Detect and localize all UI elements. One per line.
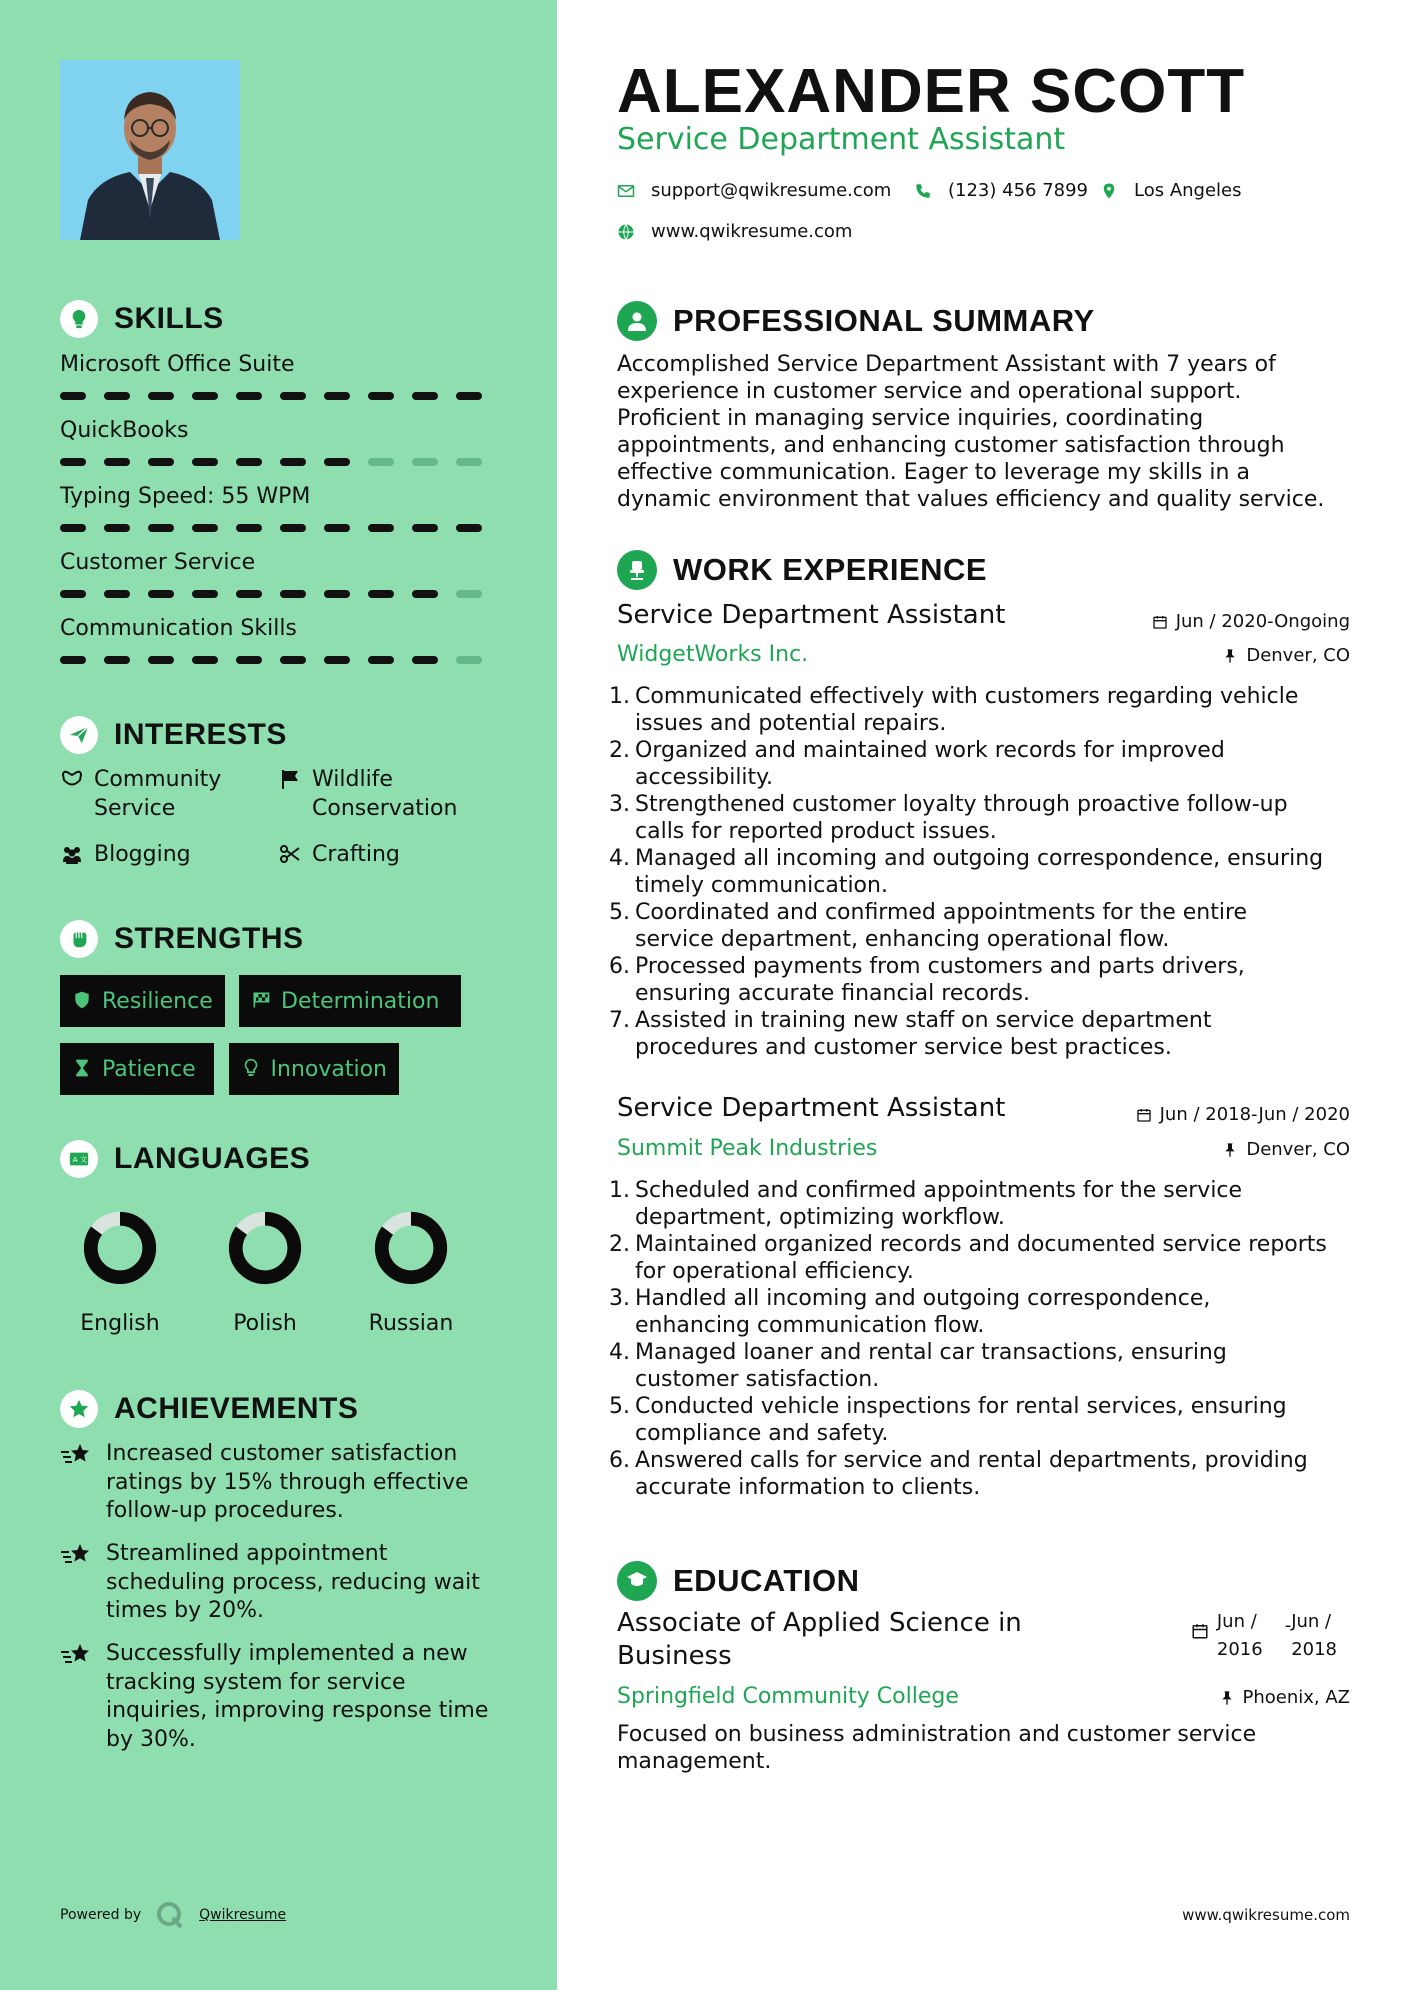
- summary-line: Proficient in managing service inquiries, coordinating: [617, 406, 1204, 431]
- summary-line: experience in customer service and operational support.: [617, 379, 1242, 404]
- language-name: Polish: [233, 1311, 297, 1336]
- skill-level-segment: [104, 458, 130, 466]
- achievements-heading: [60, 1390, 358, 1428]
- skill-level-segment: [456, 524, 482, 532]
- education-location: [1219, 1687, 1351, 1708]
- language-level-donut: [368, 1205, 454, 1291]
- job-dates: [1152, 611, 1350, 632]
- skill-level-segment: [412, 458, 438, 466]
- skill-level-segment: [368, 656, 394, 664]
- duty-item: [635, 1231, 1365, 1285]
- skill-level-segment: [412, 392, 438, 400]
- skill-level-segment: [192, 590, 218, 598]
- duty-item: [635, 737, 1365, 791]
- duty-item: [635, 953, 1365, 1007]
- lightbulb-icon: [241, 1058, 263, 1080]
- achievement-text: scheduling process, reducing wait: [106, 1569, 480, 1595]
- strength-tag: [239, 975, 461, 1027]
- skill-level-segment: [148, 392, 174, 400]
- degree-title: [617, 1607, 1087, 1673]
- strength-label: Resilience: [102, 988, 213, 1014]
- skill-level-segment: [412, 590, 438, 598]
- language-item: [60, 1205, 180, 1336]
- duty-item: [635, 899, 1365, 953]
- skill-level-segment: [456, 392, 482, 400]
- languages-title: LANGUAGES: [114, 1142, 311, 1175]
- summary-text: [617, 351, 1357, 513]
- skill-level-segment: [368, 458, 394, 466]
- duty-item: [635, 683, 1365, 737]
- flag-checkered-icon: [251, 990, 273, 1012]
- skills-heading: [60, 300, 224, 338]
- job-dates: [1136, 1104, 1350, 1125]
- achievement-text: by 30%.: [106, 1726, 196, 1752]
- achievement-text: times by 20%.: [106, 1598, 265, 1623]
- office-chair-icon: [617, 550, 657, 590]
- skill-level-segment: [324, 524, 350, 532]
- achievement-text: Increased customer satisfaction: [106, 1441, 458, 1466]
- experience-title: WORK EXPERIENCE: [673, 552, 988, 587]
- hourglass-icon: [72, 1058, 94, 1080]
- interest-label: Service: [94, 796, 176, 821]
- duty-item: [635, 1007, 1365, 1061]
- skill-level-segment: [192, 458, 218, 466]
- duty-item: [635, 1339, 1365, 1393]
- calendar-icon: [1152, 614, 1168, 630]
- qwikresume-logo-icon: [155, 1900, 185, 1930]
- skill-item: [60, 482, 500, 532]
- duty-line: procedures and customer service best practices.: [635, 1035, 1172, 1060]
- edu-start-month: Jun /: [1216, 1611, 1257, 1632]
- skill-name: Communication Skills: [60, 616, 297, 641]
- duty-line: service department, enhancing operational flow.: [635, 927, 1170, 952]
- skill-name: Customer Service: [60, 550, 256, 575]
- duties-list: [635, 683, 1365, 1061]
- flag-icon: [278, 767, 304, 793]
- edu-end-year: 2018: [1291, 1639, 1337, 1660]
- strength-label: Determination: [281, 988, 440, 1014]
- skill-level-segment: [280, 656, 306, 664]
- language-level-donut: [77, 1205, 163, 1291]
- skill-level-segment: [324, 458, 350, 466]
- skill-level-segment: [412, 524, 438, 532]
- duty-item: [635, 1447, 1365, 1501]
- achievement-text: ratings by 15% through effective: [106, 1469, 469, 1495]
- summary-heading: [617, 301, 1095, 341]
- interest-label: Blogging: [94, 842, 191, 867]
- skill-level-segment: [104, 524, 130, 532]
- skill-level-segment: [236, 524, 262, 532]
- interest-item: [278, 765, 457, 823]
- strength-tag: [229, 1043, 399, 1095]
- duty-line: issues and potential repairs.: [635, 711, 947, 736]
- phone-icon: [914, 182, 932, 200]
- language-name: English: [80, 1311, 160, 1336]
- education-description-line: Focused on business administration and customer service: [617, 1722, 1257, 1747]
- duty-line: calls for reported product issues.: [635, 819, 997, 844]
- education-location-text: Phoenix, AZ: [1242, 1687, 1350, 1708]
- duty-line: Communicated effectively with customers regarding vehicle: [635, 684, 1299, 709]
- skill-level-segment: [148, 524, 174, 532]
- duty-line: Managed loaner and rental car transactions, ensuring: [635, 1340, 1227, 1365]
- skill-level-segment: [368, 524, 394, 532]
- qwikresume-link[interactable]: Qwikresume: [199, 1907, 287, 1923]
- skill-level-bar: [60, 458, 500, 466]
- user-icon: [617, 301, 657, 341]
- skill-level-segment: [192, 524, 218, 532]
- experience-heading: [617, 550, 987, 590]
- shooting-star-icon: [60, 1542, 94, 1572]
- duty-item: [635, 845, 1365, 899]
- main-content: [557, 0, 1407, 1990]
- interest-label: Conservation: [312, 796, 458, 821]
- duty-line: for operational efficiency.: [635, 1259, 914, 1284]
- summary-line: dynamic environment that values efficiency and quality service.: [617, 487, 1325, 512]
- job-dates-text: Jun / 2018-Jun / 2020: [1159, 1104, 1350, 1125]
- skill-level-segment: [280, 524, 306, 532]
- location-text: Los Angeles: [1134, 180, 1242, 201]
- company-name: WidgetWorks Inc.: [617, 642, 809, 667]
- achievement-item: [60, 1640, 500, 1754]
- shooting-star-icon: [60, 1642, 94, 1672]
- calendar-icon: [1191, 1622, 1209, 1640]
- skill-level-segment: [324, 392, 350, 400]
- strength-label: Patience: [102, 1056, 196, 1082]
- sidebar: [0, 0, 557, 1990]
- skill-level-segment: [368, 392, 394, 400]
- contact-website[interactable]: [617, 221, 852, 242]
- envelope-icon: [617, 182, 635, 200]
- duty-line: Conducted vehicle inspections for rental services, ensuring: [635, 1394, 1287, 1419]
- skill-level-bar: [60, 656, 500, 664]
- degree-line: Associate of Applied Science in: [617, 1608, 1022, 1638]
- education-description-line: management.: [617, 1749, 772, 1774]
- achievement-text: Successfully implemented a new: [106, 1641, 468, 1666]
- star-badge-icon: [60, 1390, 98, 1428]
- svg-text:A: A: [72, 1155, 78, 1165]
- powered-by: [60, 1900, 286, 1930]
- strengths-heading: [60, 920, 304, 958]
- duty-line: Managed all incoming and outgoing correspondence, ensuring: [635, 846, 1324, 871]
- skill-level-segment: [236, 392, 262, 400]
- duty-line: enhancing communication flow.: [635, 1313, 985, 1338]
- skill-item: [60, 416, 500, 466]
- skill-level-segment: [236, 458, 262, 466]
- skill-item: [60, 614, 500, 664]
- language-icon: [60, 1140, 98, 1178]
- achievement-text: inquiries, improving response time: [106, 1698, 489, 1723]
- skill-level-segment: [60, 524, 86, 532]
- calendar-icon: [1136, 1107, 1152, 1123]
- skill-name: Microsoft Office Suite: [60, 352, 295, 377]
- job-location-text: Denver, CO: [1246, 1139, 1350, 1160]
- candidate-title: Service Department Assistant: [617, 122, 1066, 157]
- skill-level-segment: [456, 590, 482, 598]
- profile-photo-image: [60, 60, 240, 240]
- scissors-icon: [278, 842, 304, 868]
- skill-level-segment: [60, 656, 86, 664]
- skill-level-segment: [60, 392, 86, 400]
- education-heading: [617, 1561, 859, 1601]
- shooting-star-icon: [60, 1442, 94, 1472]
- job-location-text: Denver, CO: [1246, 645, 1350, 666]
- skill-level-segment: [104, 590, 130, 598]
- skill-level-segment: [192, 392, 218, 400]
- languages-heading: [60, 1140, 310, 1178]
- duty-line: Processed payments from customers and parts drivers,: [635, 954, 1245, 979]
- skill-level-segment: [280, 458, 306, 466]
- duty-item: [635, 791, 1365, 845]
- interest-item: [60, 765, 221, 823]
- duty-line: Organized and maintained work records for improved: [635, 738, 1225, 763]
- interests-title: INTERESTS: [114, 718, 287, 751]
- svg-text:文: 文: [79, 1155, 88, 1165]
- interests-heading: [60, 716, 287, 754]
- skill-name: Typing Speed: 55 WPM: [60, 484, 311, 509]
- duty-line: Assisted in training new staff on service department: [635, 1008, 1212, 1033]
- skill-level-segment: [280, 392, 306, 400]
- job-dates-text: Jun / 2020-Ongoing: [1175, 611, 1350, 632]
- skill-level-bar: [60, 590, 500, 598]
- duty-line: Answered calls for service and rental departments, providing: [635, 1448, 1308, 1473]
- achievement-text: tracking system for service: [106, 1669, 406, 1695]
- job-location: [1222, 645, 1350, 666]
- candidate-name: ALEXANDER SCOTT: [617, 57, 1246, 126]
- language-name: Russian: [368, 1311, 454, 1336]
- contact-email[interactable]: [617, 180, 891, 201]
- edu-end-month: Jun /: [1291, 1611, 1332, 1632]
- company-name: Summit Peak Industries: [617, 1136, 878, 1161]
- language-level-donut: [222, 1205, 308, 1291]
- strengths-title: STRENGTHS: [114, 922, 304, 955]
- duty-line: Handled all incoming and outgoing correspondence,: [635, 1286, 1211, 1311]
- skill-level-bar: [60, 524, 500, 532]
- paper-plane-icon: [60, 716, 98, 754]
- skill-level-segment: [280, 590, 306, 598]
- achievement-text: follow-up procedures.: [106, 1498, 344, 1523]
- skill-level-segment: [236, 656, 262, 664]
- users-icon: [60, 842, 86, 868]
- skill-level-segment: [148, 458, 174, 466]
- skill-level-segment: [456, 458, 482, 466]
- duty-item: [635, 1393, 1365, 1447]
- pushpin-icon: [1222, 1142, 1238, 1158]
- duty-line: customer satisfaction.: [635, 1367, 880, 1392]
- edu-start-year: 2016: [1216, 1639, 1263, 1660]
- fist-icon: [60, 920, 98, 958]
- website-text: www.qwikresume.com: [651, 221, 853, 242]
- graduate-icon: [617, 1561, 657, 1601]
- school-name: Springfield Community College: [617, 1684, 959, 1709]
- profile-photo: [60, 60, 240, 240]
- skill-level-segment: [236, 590, 262, 598]
- duty-line: Coordinated and confirmed appointments for the entire: [635, 900, 1248, 925]
- skill-name: QuickBooks: [60, 418, 189, 443]
- lightbulb-icon: [60, 300, 98, 338]
- duty-line: Scheduled and confirmed appointments for the service: [635, 1178, 1243, 1203]
- strength-tag: [60, 1043, 214, 1095]
- duties-list: [635, 1177, 1365, 1501]
- skill-level-segment: [60, 590, 86, 598]
- skill-level-segment: [456, 656, 482, 664]
- summary-line: Accomplished Service Department Assistant with 7 years of: [617, 352, 1276, 377]
- duty-line: compliance and safety.: [635, 1421, 889, 1446]
- education-description: [617, 1721, 1357, 1775]
- skill-level-segment: [60, 458, 86, 466]
- language-item: [351, 1205, 471, 1336]
- skill-level-segment: [148, 590, 174, 598]
- hands-icon: [60, 767, 86, 793]
- achievement-item: [60, 1540, 500, 1626]
- duty-line: timely communication.: [635, 873, 888, 898]
- skill-level-segment: [148, 656, 174, 664]
- skill-level-bar: [60, 392, 500, 400]
- language-item: [205, 1205, 325, 1336]
- strength-label: Innovation: [270, 1056, 387, 1082]
- interest-label: Wildlife: [312, 767, 393, 792]
- interest-label: Community: [94, 767, 222, 792]
- skill-level-segment: [324, 590, 350, 598]
- contact-location: [1100, 180, 1242, 201]
- duty-item: [635, 1285, 1365, 1339]
- achievement-text: Streamlined appointment: [106, 1541, 388, 1566]
- email-text: support@qwikresume.com: [651, 180, 892, 201]
- pushpin-icon: [1222, 648, 1238, 664]
- phone-text: (123) 456 7899: [948, 180, 1089, 201]
- skill-level-segment: [324, 656, 350, 664]
- skill-item: [60, 548, 500, 598]
- achievement-item: [60, 1440, 500, 1526]
- powered-by-label: Powered by: [60, 1907, 142, 1923]
- skills-title: SKILLS: [114, 302, 224, 335]
- edu-date-separator: -: [1284, 1615, 1292, 1636]
- pushpin-icon: [1219, 1690, 1235, 1706]
- duty-line: accurate information to clients.: [635, 1475, 981, 1500]
- duty-line: accessibility.: [635, 765, 774, 790]
- interest-item: [278, 840, 400, 869]
- map-marker-icon: [1100, 182, 1118, 200]
- interest-label: Crafting: [312, 842, 400, 867]
- skill-level-segment: [104, 656, 130, 664]
- duty-item: [635, 1177, 1365, 1231]
- job-title: Service Department Assistant: [617, 1093, 1006, 1123]
- globe-icon: [617, 223, 635, 241]
- shield-icon: [72, 990, 94, 1012]
- education-dates: [1191, 1608, 1337, 1664]
- skill-level-segment: [412, 656, 438, 664]
- skill-level-segment: [368, 590, 394, 598]
- duty-line: department, optimizing workflow.: [635, 1205, 1005, 1230]
- duty-line: Strengthened customer loyalty through proactive follow-up: [635, 792, 1288, 817]
- duty-line: Maintained organized records and documented service reports: [635, 1232, 1327, 1257]
- strength-tag: [60, 975, 225, 1027]
- degree-line: Business: [617, 1641, 732, 1671]
- skill-level-segment: [104, 392, 130, 400]
- achievements-title: ACHIEVEMENTS: [114, 1392, 359, 1425]
- skill-level-segment: [192, 656, 218, 664]
- job-title: Service Department Assistant: [617, 600, 1006, 630]
- interest-item: [60, 840, 191, 869]
- job-location: [1222, 1139, 1350, 1160]
- summary-line: appointments, and enhancing customer satisfaction through: [617, 433, 1285, 458]
- summary-title: PROFESSIONAL SUMMARY: [673, 303, 1095, 338]
- contact-phone[interactable]: [914, 180, 1088, 201]
- duty-line: ensuring accurate financial records.: [635, 981, 1030, 1006]
- summary-line: effective communication. Eager to leverage my skills in a: [617, 460, 1250, 485]
- education-title: EDUCATION: [673, 1563, 860, 1598]
- skill-item: [60, 350, 500, 400]
- footer-url[interactable]: www.qwikresume.com: [1182, 1906, 1350, 1924]
